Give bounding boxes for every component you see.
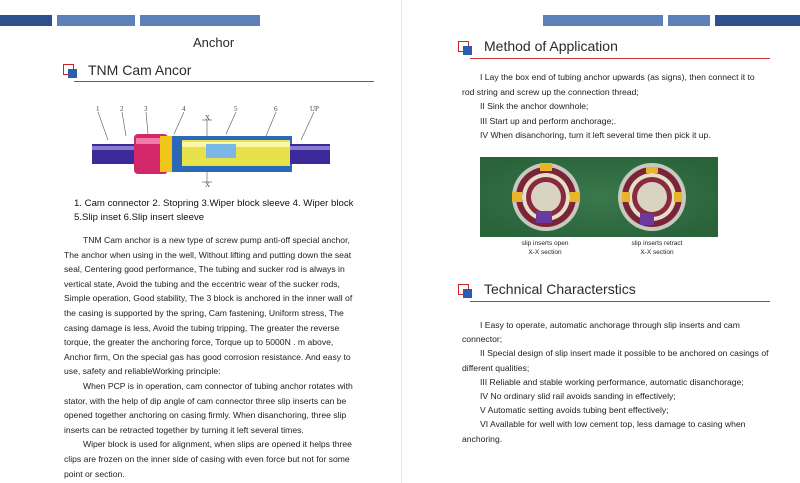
text-line: torque, the greater the anchoring force, Torque up to 5000N . m above, — [64, 337, 334, 348]
tech-item: II Special design of slip insert made it possible to be anchored on casings of — [480, 348, 769, 359]
text-line: When PCP is in operation, cam connector of tubing anchor rotates with — [83, 380, 353, 391]
method-step: II Sink the anchor downhole; — [480, 101, 589, 112]
method-steps — [462, 70, 782, 143]
page-title: Anchor — [193, 35, 235, 50]
caption-line: slip inserts open — [521, 240, 569, 247]
text-line: seal, Centering good performance, The tubing and sucker rod is always in — [64, 264, 345, 275]
text-line: The anchor when using in the well, Without lifting and putting down the seat — [64, 249, 352, 260]
tech-item: VI Available for well with low cement top, less damage to casing when — [480, 419, 746, 430]
section-mark-top: X — [205, 114, 211, 122]
text-line: the casing is supported by the spring, Cam fastening, Uniform stress, The — [64, 307, 344, 318]
header-bar — [0, 15, 52, 26]
caption-line: 1. Cam connector 2. Stopring 3.Wiper block sleeve 4. Wiper block — [74, 198, 354, 209]
header-bar — [140, 15, 260, 26]
tech-item: V Automatic setting avoids tubing bent effectively; — [480, 405, 669, 416]
diagram-caption — [74, 197, 394, 225]
tech-item: connector; — [462, 334, 503, 345]
caption-line: 5.Slip inset 6.Slip insert sleeve — [74, 212, 205, 223]
diagram-label-6: 6 — [274, 105, 278, 113]
section-mark-bottom: X — [205, 181, 211, 189]
figure-caption-retract — [612, 239, 702, 257]
text-line: point or section. — [64, 468, 125, 479]
tech-item: different qualities; — [462, 362, 530, 373]
method-step: IV When disanchoring, turn it left several time then pick it up. — [480, 130, 711, 141]
section-marker-icon — [63, 64, 77, 78]
diagram-label-5: 5 — [234, 105, 238, 113]
section-title-technical: Technical Characterstics — [484, 281, 636, 297]
text-line: clips are frozen on the inner side of casing with even force but not for some — [64, 453, 350, 464]
section-marker-icon — [458, 41, 472, 55]
figure-caption-open — [505, 239, 585, 257]
tech-item: IV No ordinary slid rail avoids sanding in effectively; — [480, 391, 676, 402]
text-line: Anchor firm, On the special gas has good corrosion resistance. And easy to — [64, 351, 351, 362]
text-line: opened together anchoring on casing firmly. When disanchoring, three slip — [64, 410, 347, 421]
method-step: rod string and screw up the connection thread; — [462, 86, 639, 97]
method-step: I Lay the box end of tubing anchor upwards (as signs), then connect it to — [480, 72, 755, 82]
text-line: casing damage is less, Avoid the tubing tripping, The greater the reverse — [64, 322, 340, 333]
section-title-cam-ancor: TNM Cam Ancor — [88, 62, 192, 78]
section-rule — [74, 81, 374, 82]
text-line: Wiper block is used for alignment, when slips are opened it helps three — [83, 439, 352, 450]
diagram-label-4: 4 — [182, 105, 186, 113]
tech-item: anchoring. — [462, 433, 503, 444]
section-title-method: Method of Application — [484, 38, 618, 54]
method-step: III Start up and perform anchorage;. — [480, 115, 617, 126]
text-line: TNM Cam anchor is a new type of screw pump anti-off special anchor, — [83, 235, 350, 245]
caption-line: slip inserts retract — [631, 240, 683, 247]
text-line: use, safety and reliableWorking principle: — [64, 366, 221, 377]
diagram-label-3: 3 — [144, 105, 148, 113]
section-marker-icon — [458, 284, 472, 298]
description-paragraph — [64, 233, 394, 481]
tech-item: I Easy to operate, automatic anchorage through slip inserts and cam — [480, 320, 740, 330]
cross-section-figure — [480, 157, 718, 237]
text-line: inserts can be retracted together by turning it left several times. — [64, 424, 304, 435]
caption-line: X-X section — [640, 249, 674, 256]
diagram-label-up: UP — [310, 105, 319, 113]
text-line: Simple operation, Good stability, The 3 block is anchored in the inner wall of — [64, 293, 353, 304]
header-bar — [57, 15, 135, 26]
text-line: stator, with the help of dip angle of cam connector three slip inserts can be — [64, 395, 347, 406]
header-bar — [715, 15, 800, 26]
text-line: vertical state, Avoid the tubing and the eccentric wear of the sucker rods, — [64, 278, 340, 289]
header-bar — [543, 15, 663, 26]
diagram-label-1: 1 — [96, 105, 100, 113]
header-bar — [668, 15, 710, 26]
diagram-label-2: 2 — [120, 105, 124, 113]
technical-list — [462, 318, 782, 446]
section-rule — [470, 301, 770, 302]
caption-line: X-X section — [528, 249, 562, 256]
cam-anchor-diagram — [86, 100, 336, 192]
tech-item: III Reliable and stable working performance, automatic disanchorage; — [480, 376, 744, 387]
section-rule — [470, 58, 770, 59]
page-spine — [401, 0, 402, 483]
